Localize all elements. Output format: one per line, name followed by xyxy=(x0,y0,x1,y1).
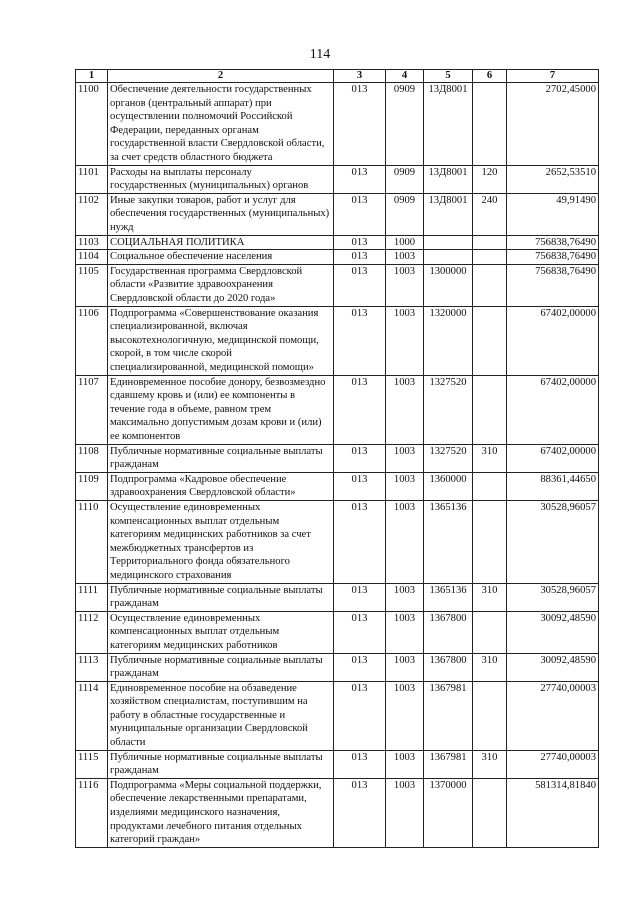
row-code-6 xyxy=(473,235,507,250)
table-row xyxy=(76,264,599,306)
row-number: 1108 xyxy=(76,444,108,472)
table-row xyxy=(76,193,599,235)
row-name: Подпрограмма «Кадровое обеспечение здравоохранения Свердловской области» xyxy=(108,472,334,500)
row-code-4: 1003 xyxy=(386,444,424,472)
row-name: Расходы на выплаты персоналу государственных (муниципальных) органов xyxy=(108,165,334,193)
row-code-3: 013 xyxy=(334,193,386,235)
row-number: 1107 xyxy=(76,375,108,444)
row-code-3: 013 xyxy=(334,611,386,653)
table-row xyxy=(76,375,599,444)
table-row xyxy=(76,681,599,750)
row-number: 1100 xyxy=(76,83,108,166)
row-code-4: 1003 xyxy=(386,250,424,265)
row-code-3: 013 xyxy=(334,681,386,750)
row-code-4: 1003 xyxy=(386,681,424,750)
row-code-4: 1003 xyxy=(386,611,424,653)
table-row xyxy=(76,472,599,500)
row-sum: 581314,81840 xyxy=(507,778,599,847)
row-name: Государственная программа Свердловской области «Развитие здравоохранения Свердловской области до 2020 года» xyxy=(108,264,334,306)
row-sum: 49,91490 xyxy=(507,193,599,235)
row-code-5: 1367800 xyxy=(424,611,473,653)
row-code-4: 1003 xyxy=(386,750,424,778)
table-row xyxy=(76,235,599,250)
row-code-6: 120 xyxy=(473,165,507,193)
header-row xyxy=(76,70,599,83)
row-code-3: 013 xyxy=(334,653,386,681)
row-sum: 756838,76490 xyxy=(507,264,599,306)
row-code-3: 013 xyxy=(334,306,386,375)
row-name: Осуществление единовременных компенсационных выплат отдельным категориям медицинских работников xyxy=(108,611,334,653)
table-row xyxy=(76,750,599,778)
row-number: 1101 xyxy=(76,165,108,193)
row-number: 1114 xyxy=(76,681,108,750)
row-code-6 xyxy=(473,681,507,750)
column-header-7: 7 xyxy=(507,70,599,83)
row-code-5: 1365136 xyxy=(424,500,473,583)
row-code-5: 1360000 xyxy=(424,472,473,500)
row-name: Осуществление единовременных компенсационных выплат отдельным категориям медицинских работников за счет межбюджетных трансфертов из Территориального фонда обязательного медицинского страхования xyxy=(108,500,334,583)
row-code-4: 1000 xyxy=(386,235,424,250)
column-header-5: 5 xyxy=(424,70,473,83)
row-code-6 xyxy=(473,375,507,444)
page-number: 114 xyxy=(309,47,331,62)
row-code-4: 1003 xyxy=(386,583,424,611)
column-header-4: 4 xyxy=(386,70,424,83)
row-number: 1115 xyxy=(76,750,108,778)
column-header-2: 2 xyxy=(108,70,334,83)
table-row xyxy=(76,778,599,847)
table-row xyxy=(76,444,599,472)
row-code-6: 310 xyxy=(473,653,507,681)
row-code-6 xyxy=(473,611,507,653)
row-name: Подпрограмма «Меры социальной поддержки, обеспечение лекарственными препаратами, изделиями медицинского назначения, продуктами лечебного питания отдельных категорий граждан» xyxy=(108,778,334,847)
row-name: Подпрограмма «Совершенствование оказания специализированной, включая высокотехнологичную, медицинской помощи, скорой, в том числе скорой специализированной, медицинской помощи» xyxy=(108,306,334,375)
row-number: 1110 xyxy=(76,500,108,583)
row-code-4: 1003 xyxy=(386,500,424,583)
table-row xyxy=(76,83,599,166)
row-code-4: 0909 xyxy=(386,193,424,235)
row-code-3: 013 xyxy=(334,250,386,265)
row-code-5: 1367981 xyxy=(424,681,473,750)
row-sum: 30092,48590 xyxy=(507,653,599,681)
row-code-6 xyxy=(473,83,507,166)
row-sum: 30092,48590 xyxy=(507,611,599,653)
row-code-5 xyxy=(424,250,473,265)
row-code-3: 013 xyxy=(334,264,386,306)
row-name: Единовременное пособие донору, безвозмездно сдавшему кровь и (или) ее компоненты в течение года в объеме, равном трем максимально допустимым дозам крови и (или) ее компонентов xyxy=(108,375,334,444)
row-name: СОЦИАЛЬНАЯ ПОЛИТИКА xyxy=(108,235,334,250)
row-name: Публичные нормативные социальные выплаты гражданам xyxy=(108,583,334,611)
row-code-5: 13Д8001 xyxy=(424,83,473,166)
row-code-3: 013 xyxy=(334,444,386,472)
row-code-6 xyxy=(473,306,507,375)
row-code-6 xyxy=(473,264,507,306)
table-row xyxy=(76,306,599,375)
row-name: Публичные нормативные социальные выплаты гражданам xyxy=(108,750,334,778)
row-code-5: 13Д8001 xyxy=(424,193,473,235)
row-sum: 30528,96057 xyxy=(507,583,599,611)
table-header xyxy=(76,70,599,83)
row-code-6 xyxy=(473,472,507,500)
row-code-3: 013 xyxy=(334,83,386,166)
row-sum: 2652,53510 xyxy=(507,165,599,193)
row-sum: 67402,00000 xyxy=(507,375,599,444)
row-code-4: 1003 xyxy=(386,472,424,500)
row-code-6: 310 xyxy=(473,444,507,472)
table-body xyxy=(76,83,599,848)
row-code-5: 1327520 xyxy=(424,375,473,444)
row-code-3: 013 xyxy=(334,375,386,444)
column-header-3: 3 xyxy=(334,70,386,83)
row-number: 1105 xyxy=(76,264,108,306)
row-number: 1112 xyxy=(76,611,108,653)
row-sum: 88361,44650 xyxy=(507,472,599,500)
row-sum: 67402,00000 xyxy=(507,444,599,472)
row-name: Иные закупки товаров, работ и услуг для обеспечения государственных (муниципальных) нужд xyxy=(108,193,334,235)
row-code-4: 1003 xyxy=(386,653,424,681)
row-code-5: 1367981 xyxy=(424,750,473,778)
row-code-6 xyxy=(473,778,507,847)
row-code-4: 1003 xyxy=(386,375,424,444)
row-code-6 xyxy=(473,250,507,265)
row-sum: 27740,00003 xyxy=(507,750,599,778)
row-sum: 2702,45000 xyxy=(507,83,599,166)
row-code-5: 1320000 xyxy=(424,306,473,375)
row-sum: 27740,00003 xyxy=(507,681,599,750)
row-name: Единовременное пособие на обзаведение хозяйством специалистам, поступившим на работу в областные государственные и муниципальные организации Свердловской области xyxy=(108,681,334,750)
row-code-5: 1367800 xyxy=(424,653,473,681)
row-code-3: 013 xyxy=(334,165,386,193)
row-code-3: 013 xyxy=(334,500,386,583)
row-sum: 30528,96057 xyxy=(507,500,599,583)
row-code-5: 1300000 xyxy=(424,264,473,306)
row-number: 1104 xyxy=(76,250,108,265)
row-sum: 756838,76490 xyxy=(507,235,599,250)
row-code-3: 013 xyxy=(334,778,386,847)
row-code-4: 1003 xyxy=(386,306,424,375)
row-name: Публичные нормативные социальные выплаты гражданам xyxy=(108,444,334,472)
table-row xyxy=(76,653,599,681)
budget-table xyxy=(75,69,599,848)
row-number: 1113 xyxy=(76,653,108,681)
row-code-3: 013 xyxy=(334,583,386,611)
row-code-3: 013 xyxy=(334,235,386,250)
row-code-5: 1327520 xyxy=(424,444,473,472)
row-code-5: 1365136 xyxy=(424,583,473,611)
row-number: 1116 xyxy=(76,778,108,847)
row-code-4: 1003 xyxy=(386,264,424,306)
row-number: 1106 xyxy=(76,306,108,375)
row-code-4: 1003 xyxy=(386,778,424,847)
row-sum: 67402,00000 xyxy=(507,306,599,375)
row-code-6: 310 xyxy=(473,583,507,611)
row-code-3: 013 xyxy=(334,750,386,778)
row-code-6: 310 xyxy=(473,750,507,778)
column-header-1: 1 xyxy=(76,70,108,83)
row-number: 1109 xyxy=(76,472,108,500)
row-number: 1103 xyxy=(76,235,108,250)
row-code-4: 0909 xyxy=(386,83,424,166)
table-row xyxy=(76,250,599,265)
table-row xyxy=(76,165,599,193)
row-name: Публичные нормативные социальные выплаты гражданам xyxy=(108,653,334,681)
row-code-5 xyxy=(424,235,473,250)
row-code-3: 013 xyxy=(334,472,386,500)
row-code-5: 13Д8001 xyxy=(424,165,473,193)
row-number: 1102 xyxy=(76,193,108,235)
table-row xyxy=(76,500,599,583)
row-sum: 756838,76490 xyxy=(507,250,599,265)
row-name: Обеспечение деятельности государственных органов (центральный аппарат) при осуществлении полномочий Российской Федерации, переданных органам государственной власти Свердловской области, за счет средств областного бюджета xyxy=(108,83,334,166)
row-name: Социальное обеспечение населения xyxy=(108,250,334,265)
row-code-6 xyxy=(473,500,507,583)
row-code-5: 1370000 xyxy=(424,778,473,847)
row-number: 1111 xyxy=(76,583,108,611)
column-header-6: 6 xyxy=(473,70,507,83)
table-row xyxy=(76,583,599,611)
row-code-6: 240 xyxy=(473,193,507,235)
row-code-4: 0909 xyxy=(386,165,424,193)
table-row xyxy=(76,611,599,653)
